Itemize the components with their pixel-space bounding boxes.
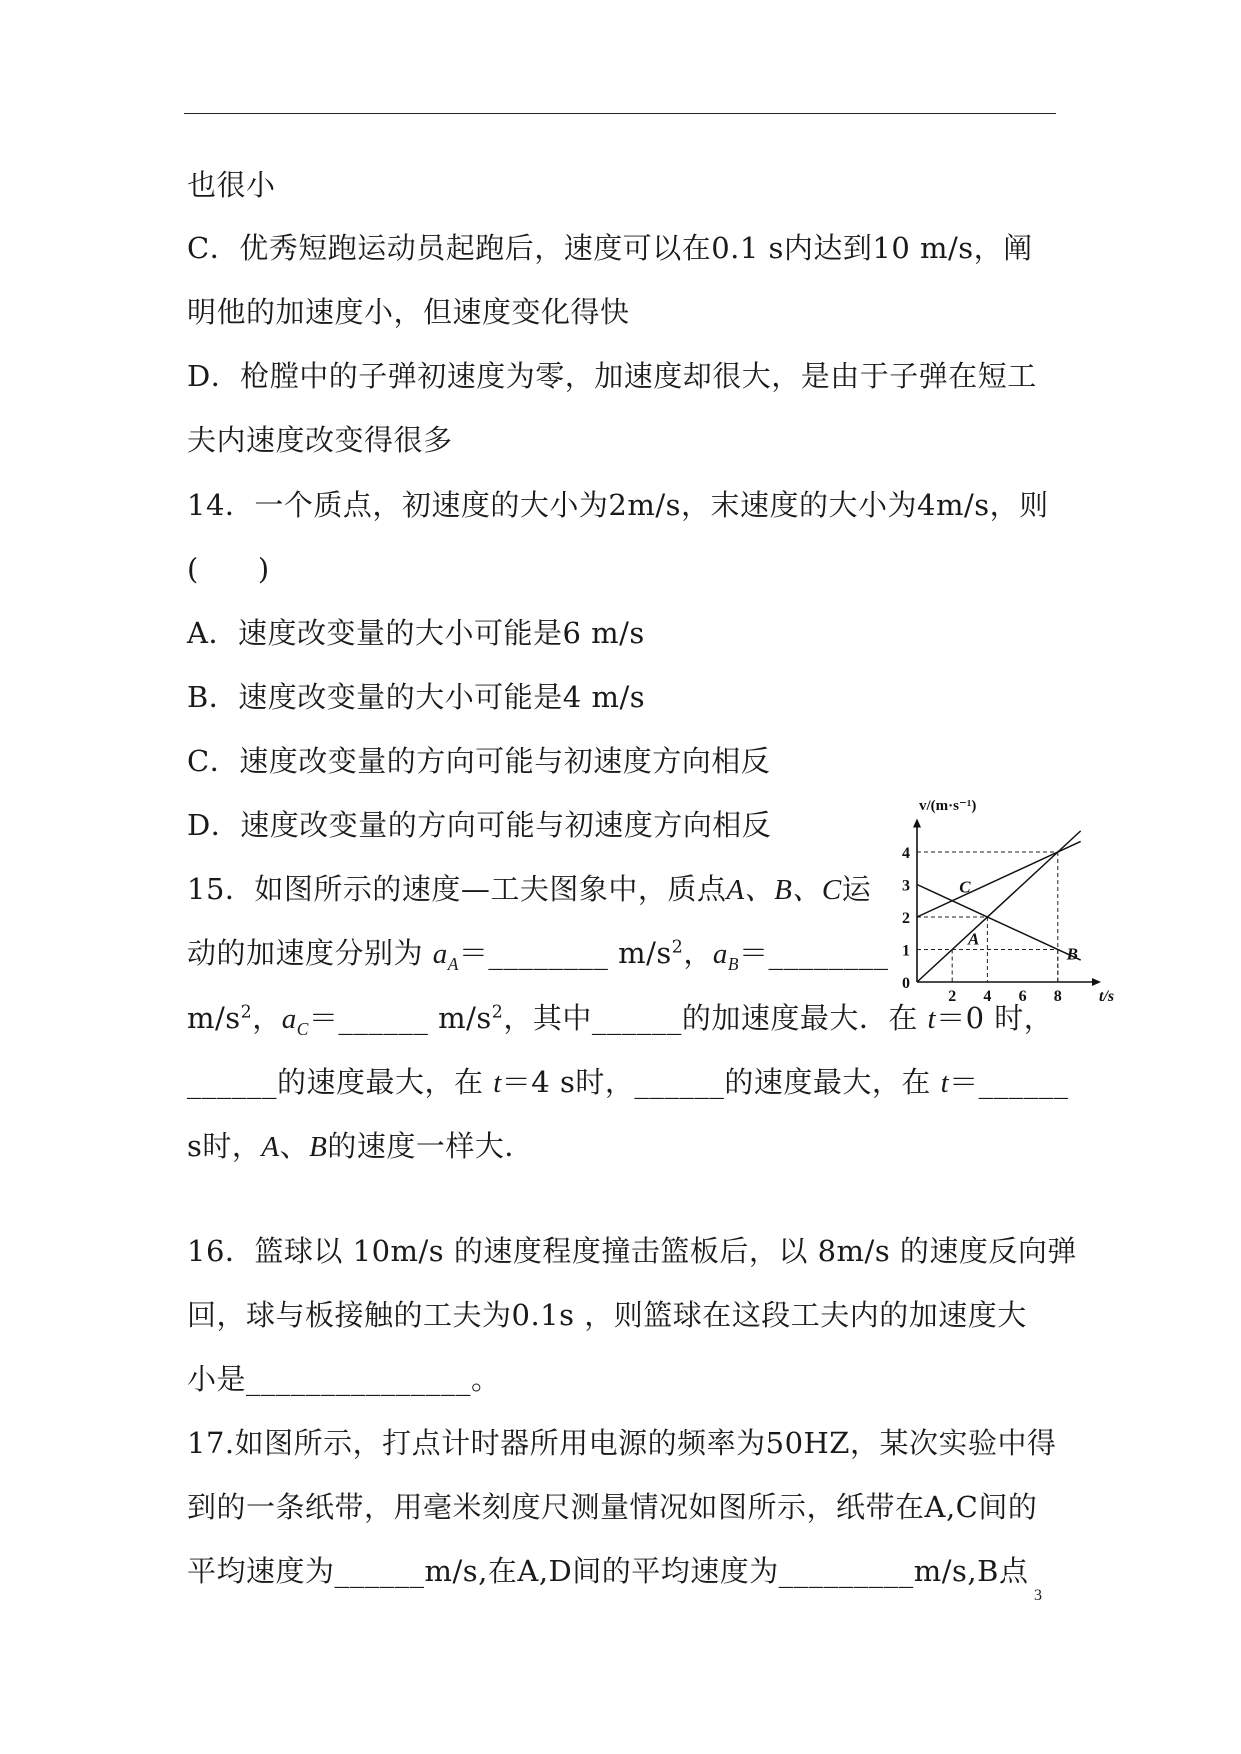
option-b: B．速度改变量的大小可能是4 m/s xyxy=(187,680,646,714)
x-axis-title: t/s xyxy=(1099,988,1115,1005)
text-line xyxy=(187,1126,534,1167)
x-tick-label: 6 xyxy=(1018,988,1027,1005)
velocity-time-graph xyxy=(890,795,1120,1010)
origin-label: 0 xyxy=(902,975,910,992)
text-line: C．优秀短跑运动员起跑后，速度可以在0.1 s内达到10 m/s，阐 xyxy=(187,231,1033,265)
option-d: D．速度改变量的方向可能与初速度方向相反 xyxy=(187,808,772,842)
option-c: C．速度改变量的方向可能与初速度方向相反 xyxy=(187,744,771,778)
text-span: t xyxy=(927,1003,937,1035)
subscript: B xyxy=(727,953,739,974)
series-line-C xyxy=(917,885,1081,964)
text-span: ＝0 时， xyxy=(936,1001,1054,1035)
superscript: 2 xyxy=(671,937,684,958)
text-span: ， xyxy=(683,936,713,970)
text-span: m/s xyxy=(187,1001,241,1035)
series-label-B: B xyxy=(1066,944,1078,964)
question-17-stem: 17.如图所示，打点计时器所用电源的频率为50HZ，某次实验中得 xyxy=(187,1426,1057,1460)
text-span: ＝______ xyxy=(949,1065,1069,1099)
text-span: t xyxy=(493,1067,502,1099)
answer-paren: ( ) xyxy=(187,552,270,586)
text-span: ＝4 s时，______的速度最大，在 xyxy=(501,1065,931,1099)
axis-labels xyxy=(902,798,1114,1005)
text-span: ______的速度最大，在 xyxy=(187,1065,484,1099)
text-span: a xyxy=(432,938,448,970)
page-number: 3 xyxy=(1034,1587,1042,1604)
y-tick-label: 1 xyxy=(902,942,910,960)
blank-field: ＝______ m/s xyxy=(308,1001,492,1035)
y-axis-arrow xyxy=(913,819,921,828)
superscript: 2 xyxy=(491,1002,504,1023)
text-span: 运 xyxy=(841,872,872,906)
series-lines xyxy=(917,831,1081,982)
text-span: ，其中______的加速度最大．在 xyxy=(503,1001,918,1035)
text-span: A xyxy=(261,1131,280,1163)
text-line: 明他的加速度小，但速度变化得快 xyxy=(187,295,630,329)
x-tick-label: 2 xyxy=(948,988,957,1005)
text-span: 的速度一样大． xyxy=(327,1129,534,1163)
question-16-stem: 16．篮球以 10m/s 的速度程度撞击篮板后，以 8m/s 的速度反向弹 xyxy=(187,1234,1077,1268)
text-line: D．枪膛中的子弹初速度为零，加速度却很大，是由于子弹在短工 xyxy=(187,359,1037,393)
text-line xyxy=(187,933,888,974)
header-rule xyxy=(184,113,1056,114)
text-line: 到的一条纸带，用毫米刻度尺测量情况如图所示，纸带在A,C间的 xyxy=(187,1490,1038,1524)
text-line: 小是_______________。 xyxy=(187,1362,501,1396)
superscript: 2 xyxy=(240,1002,253,1023)
y-tick-label: 4 xyxy=(902,845,910,862)
option-a: A．速度改变量的大小可能是6 m/s xyxy=(187,616,645,650)
question-14-stem: 14．一个质点，初速度的大小为2m/s，末速度的大小为4m/s，则 xyxy=(187,488,1049,522)
text-line: 平均速度为______m/s,在A,D间的平均速度为_________m/s,B点 xyxy=(187,1554,1029,1588)
text-span: s时， xyxy=(187,1129,262,1163)
text-span: a xyxy=(712,938,728,970)
text-span: A、B、C xyxy=(726,874,842,906)
text-span: a xyxy=(281,1003,297,1035)
text-span: 15．如图所示的速度—工夫图象中，质点 xyxy=(187,872,727,906)
text-line: 夫内速度改变得很多 xyxy=(187,423,453,457)
x-tick-label: 8 xyxy=(1053,988,1062,1005)
y-tick-label: 3 xyxy=(902,877,910,895)
text-span: t xyxy=(940,1067,950,1099)
text-line: 也很小 xyxy=(187,168,276,202)
question-15-stem xyxy=(187,869,871,910)
text-line xyxy=(187,1062,1069,1103)
blank-field: ＝________ m/s xyxy=(458,936,672,970)
x-axis-arrow xyxy=(1092,978,1101,986)
x-tick-label: 4 xyxy=(983,988,992,1005)
blank-field: ＝________ xyxy=(738,936,889,970)
text-span: 、 xyxy=(279,1129,310,1163)
text-span: B xyxy=(309,1131,328,1163)
y-tick-label: 2 xyxy=(902,910,910,927)
text-span: 动的加速度分别为 xyxy=(187,936,424,970)
text-span: ， xyxy=(252,1001,282,1035)
subscript: A xyxy=(447,953,459,974)
text-line: 回，球与板接触的工夫为0.1s ，则篮球在这段工夫内的加速度大 xyxy=(187,1298,1027,1332)
y-axis-title: v/(m·s⁻¹) xyxy=(919,798,977,814)
series-label-C: C xyxy=(959,877,971,897)
series-label-A: A xyxy=(968,929,980,949)
subscript: C xyxy=(296,1018,309,1039)
